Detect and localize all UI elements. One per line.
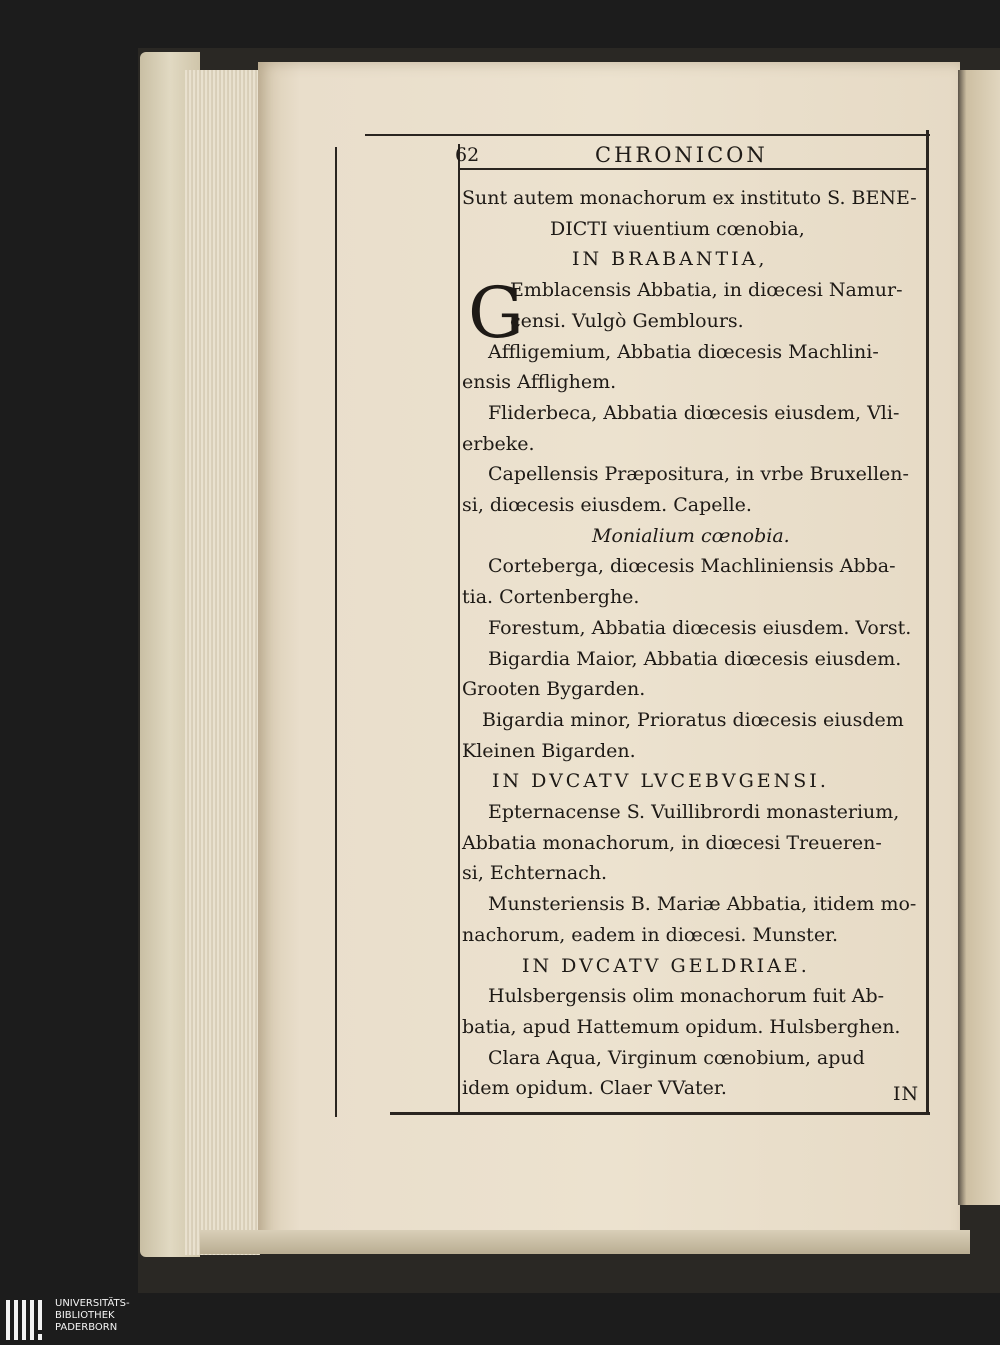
text-line: nachorum, eadem in diœcesi. Munster.: [462, 923, 839, 946]
text-line: Fliderbeca, Abbatia diœcesis eiusdem, Vli-: [488, 401, 900, 424]
drop-capital: G: [468, 272, 524, 354]
text-line: Affligemium, Abbatia diœcesis Machlini-: [488, 340, 879, 363]
text-line: Abbatia monachorum, in diœcesi Treueren-: [462, 831, 882, 854]
library-name-line-2: BIBLIOTHEK: [55, 1310, 115, 1321]
text-line: IN DVCATV LVCEBVGENSI.: [492, 770, 829, 793]
page-edges: [185, 70, 260, 1255]
text-line: si, diœcesis eiusdem. Capelle.: [462, 494, 752, 516]
page-number: 62: [455, 144, 480, 166]
text-line: batia, apud Hattemum opidum. Hulsberghen.: [462, 1015, 901, 1038]
running-head: [455, 142, 930, 172]
text-line: ensis Afflighem.: [462, 371, 617, 394]
text-line: Hulsbergensis olim monachorum fuit Ab-: [488, 985, 885, 1008]
text-line: Emblacensis Abbatia, in diœcesi Namur-: [510, 279, 903, 302]
text-line: Epternacense S. Vuillibrordi monasterium,: [488, 801, 900, 823]
library-name-line-3: PADERBORN: [55, 1322, 118, 1333]
text-line: censi. Vulgò Gemblours.: [510, 309, 744, 332]
text-line: Capellensis Præpositura, in vrbe Bruxellen-: [488, 463, 909, 486]
text-line: Grooten Bygarden.: [462, 678, 646, 701]
library-footer: [0, 1295, 1000, 1345]
margin-rule-inner: [458, 144, 460, 1112]
running-title: CHRONICON: [595, 143, 768, 167]
text-line: IN BRABANTIA,: [572, 248, 768, 271]
text-line: Corteberga, diœcesis Machliniensis Abba-: [488, 555, 896, 578]
text-line: erbeke.: [462, 432, 535, 455]
text-line: si, Echternach.: [462, 862, 608, 885]
rule-top: [365, 134, 930, 136]
library-name-line-1: UNIVERSITÄTS-: [55, 1298, 130, 1309]
text-line: Bigardia minor, Prioratus diœcesis eiusdem: [482, 708, 904, 731]
text-line: idem opidum. Claer VVater.: [462, 1077, 727, 1100]
text-line: tia. Cortenberghe.: [462, 586, 640, 609]
catchword: IN: [893, 1083, 920, 1105]
text-line: Munsteriensis B. Mariæ Abbatia, itidem mo-: [488, 893, 917, 916]
bottom-edge: [200, 1230, 970, 1254]
text-line: Kleinen Bigarden.: [462, 739, 636, 762]
text-line: Forestum, Abbatia diœcesis eiusdem. Vorst.: [488, 616, 912, 639]
margin-rule-right: [926, 130, 929, 1115]
text-line: IN DVCATV GELDRIAE.: [522, 954, 810, 977]
rule-bottom: [390, 1112, 930, 1115]
text-line: Sunt autem monachorum ex instituto S. BENE-: [462, 187, 917, 209]
text-line: Clara Aqua, Virginum cœnobium, apud: [488, 1046, 865, 1069]
text-line: Bigardia Maior, Abbatia diœcesis eiusdem.: [488, 647, 902, 670]
text-line: DICTI viuentium cœnobia,: [550, 217, 805, 240]
text-line: Monialium cœnobia.: [592, 524, 790, 547]
margin-rule-left: [335, 147, 337, 1117]
facing-page-edge: [958, 70, 1000, 1205]
